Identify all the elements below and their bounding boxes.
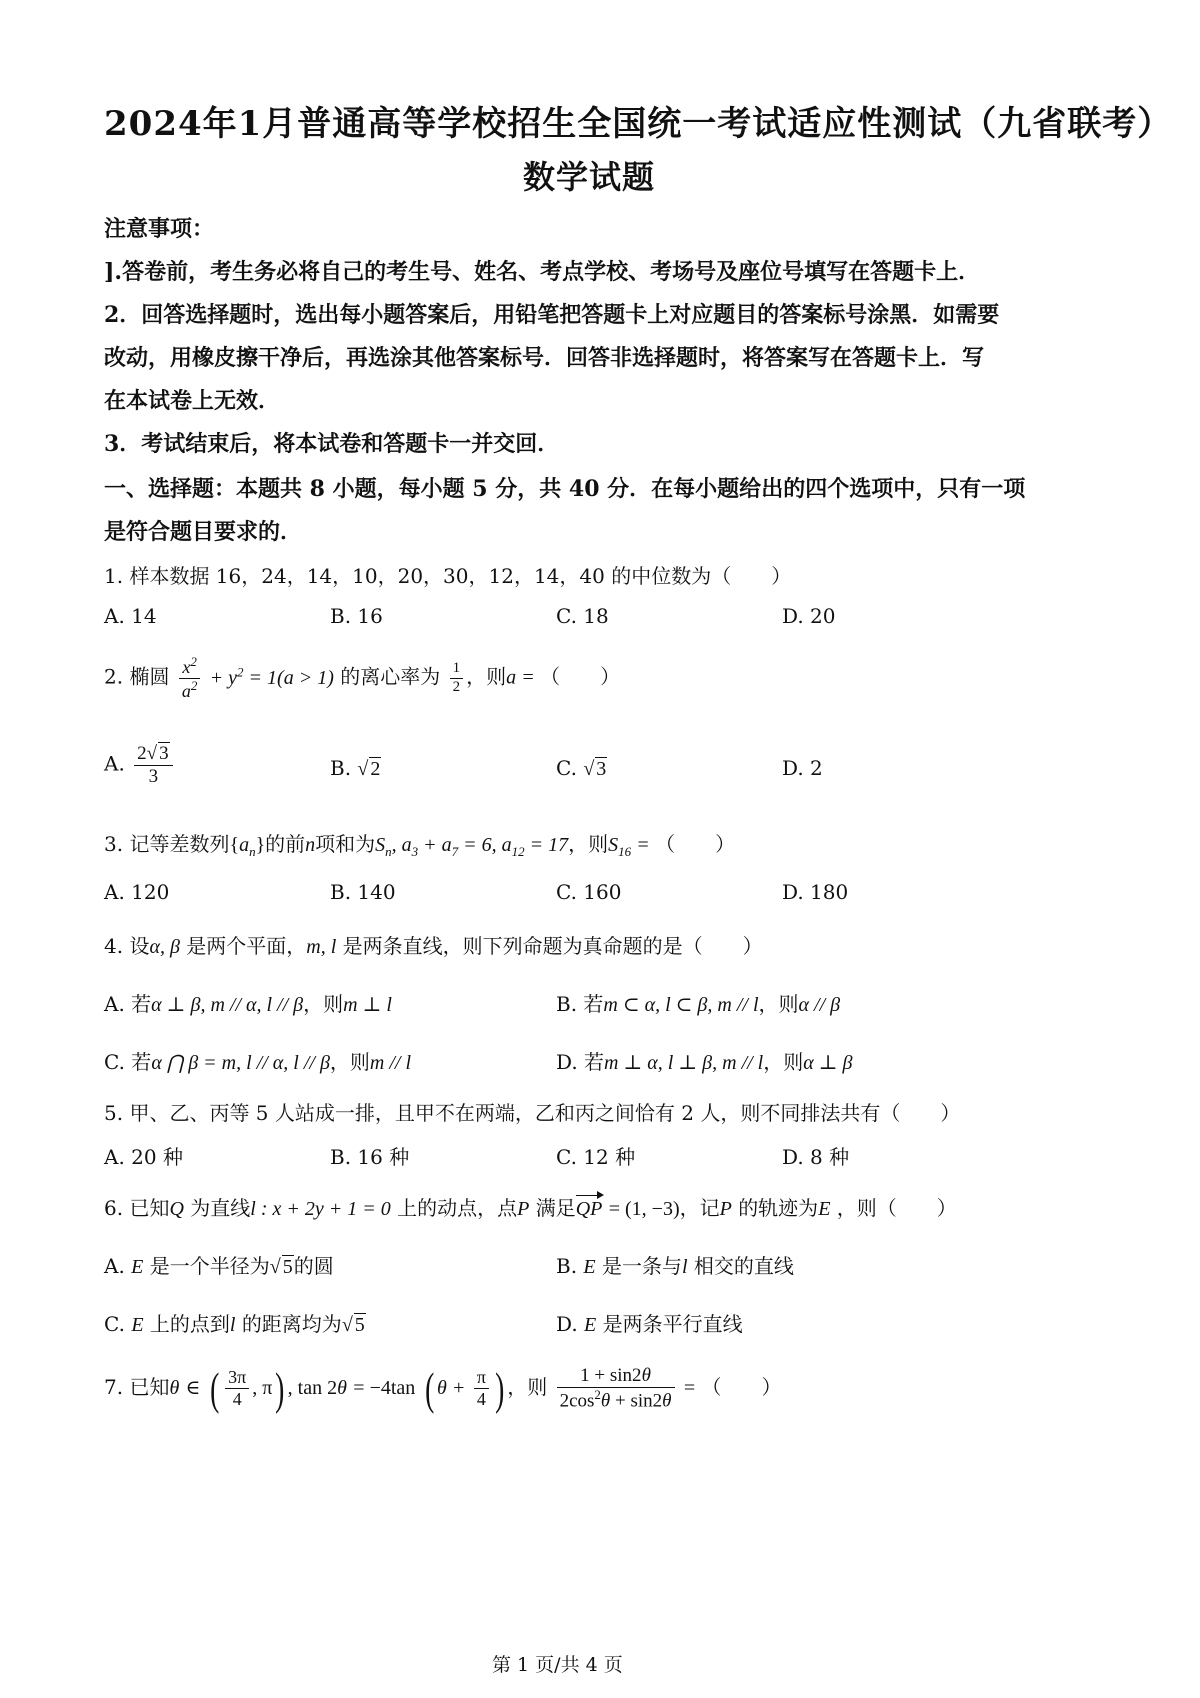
- q4-stem: 4. 设α, β 是两个平面，m, l 是两条直线，则下列命题为真命题的是（ ）: [104, 934, 763, 958]
- q2-prefix: 2. 椭圆: [104, 664, 170, 689]
- q1-option-b: B. 16: [330, 604, 383, 628]
- q2-option-b: B. √ 2: [330, 756, 381, 781]
- section-1-line-1: 一、选择题：本题共 8 小题，每小题 5 分，共 40 分．在每小题给出的四个选项中，只有一项: [104, 476, 1026, 502]
- q2-ellipse-fraction: $\frac{x^2}{a^2}$: [179, 655, 201, 701]
- q6-stem: 6. 已知Q 为直线l : x + 2y + 1 = 0 上的动点，点P 满足QP = (1, −3)，记P 的轨迹为E ，则（ ）: [104, 1196, 957, 1220]
- q6-option-d: D. E 是两条平行直线: [556, 1312, 743, 1336]
- q4-option-c: C. 若α ⋂ β = m, l // α, l // β，则m // l: [104, 1050, 412, 1074]
- q5-option-a: A. 20 种: [104, 1145, 183, 1169]
- notice-item-2-line-2: 改动，用橡皮擦干净后，再选涂其他答案标号．回答非选择题时，将答案写在答题卡上．写: [104, 345, 985, 371]
- q4-option-b: B. 若m ⊂ α, l ⊂ β, m // l，则α // β: [556, 992, 841, 1016]
- notice-item-1: ].答卷前，考生务必将自己的考生号、姓名、考点学校、考场号及座位号填写在答题卡上．: [104, 259, 981, 285]
- q5-option-b: B. 16 种: [330, 1145, 410, 1169]
- notice-item-3: 3．考试结束后，将本试卷和答题卡一并交回．: [104, 431, 560, 457]
- q1-option-c: C. 18: [556, 604, 609, 628]
- q5-stem: 5. 甲、乙、丙等 5 人站成一排，且甲不在两端，乙和丙之间恰有 2 人，则不同排法共有（ ）: [104, 1101, 961, 1125]
- notice-item-2-line-1: 2．回答选择题时，选出每小题答案后，用铅笔把答题卡上对应题目的答案标号涂黑．如需要: [104, 302, 1000, 328]
- q3-option-d: D. 180: [782, 880, 849, 904]
- q2-mid: 的离心率为: [340, 664, 441, 689]
- q6-option-b: B. E 是一条与l 相交的直线: [556, 1254, 794, 1278]
- q6-option-c: C. E 上的点到l 的距离均为√ 5: [104, 1308, 366, 1337]
- q2-option-c: C. √ 3: [556, 756, 607, 781]
- q4-option-d: D. 若m ⊥ α, l ⊥ β, m // l，则α ⊥ β: [556, 1050, 853, 1074]
- q5-option-d: D. 8 种: [782, 1145, 850, 1169]
- q4-option-a: A. 若α ⊥ β, m // α, l // β，则m ⊥ l: [104, 992, 392, 1016]
- exam-title: 2024年1月普通高等学校招生全国统一考试适应性测试（九省联考）: [104, 104, 1173, 144]
- q1-option-d: D. 20: [782, 604, 836, 628]
- q2-end: （ ）: [540, 664, 621, 689]
- exam-subtitle: 数学试题: [523, 158, 656, 196]
- q2-stem: 2. 椭圆 $\frac{x^2}{a^2}$ + $y^2 = 1(a > 1)$ 的离心率为 $\frac{1}{2}$ ，则a = （ ）: [104, 654, 621, 701]
- q2-eccentricity-fraction: $\frac{1}{2}$: [450, 660, 464, 696]
- q3-stem: 3. 记等差数列$\{a_n\}$的前n项和为$S_n$, $a_3 + a_7 = 6$, $a_{12} = 17$，则$S_{16}$ = （ ）: [104, 832, 736, 859]
- q2-option-a: A. $\frac{2√ 3}{3}$: [104, 742, 176, 788]
- q2-equation-rest: + $y^2 = 1(a > 1)$: [209, 664, 334, 689]
- q5-option-c: C. 12 种: [556, 1145, 636, 1169]
- q2-suffix: ，则: [466, 664, 507, 689]
- q2-option-d: D. 2: [782, 756, 823, 780]
- notice-heading: 注意事项：: [104, 216, 215, 242]
- q3-option-b: B. 140: [330, 880, 396, 904]
- q6-option-a: A. E 是一个半径为√ 5的圆: [104, 1250, 334, 1279]
- section-1-line-2: 是符合题目要求的．: [104, 519, 303, 545]
- q7-stem: 7. 已知θ ∈ ( $\frac{3\pi}{4}$ , π) , tan 2θ = −4tan ( θ + $\frac{\pi}{4}$ ) ，则 $\frac{1 + \sin 2\theta}{2\cos^2\theta + \sin 2\theta}$ = （ ）: [104, 1363, 782, 1414]
- page-footer: 第 1 页/共 4 页: [492, 1654, 623, 1676]
- q3-option-a: A. 120: [104, 880, 170, 904]
- q3-option-c: C. 160: [556, 880, 622, 904]
- q1-option-a: A. 14: [104, 604, 157, 628]
- notice-item-2-line-3: 在本试卷上无效．: [104, 388, 281, 414]
- q1-stem: 1. 样本数据 16，24，14，10，20，30，12，14，40 的中位数为（ ）: [104, 564, 792, 588]
- q7-expression-fraction: $\frac{1 + \sin 2\theta}{2\cos^2\theta + \sin 2\theta}$: [557, 1365, 675, 1412]
